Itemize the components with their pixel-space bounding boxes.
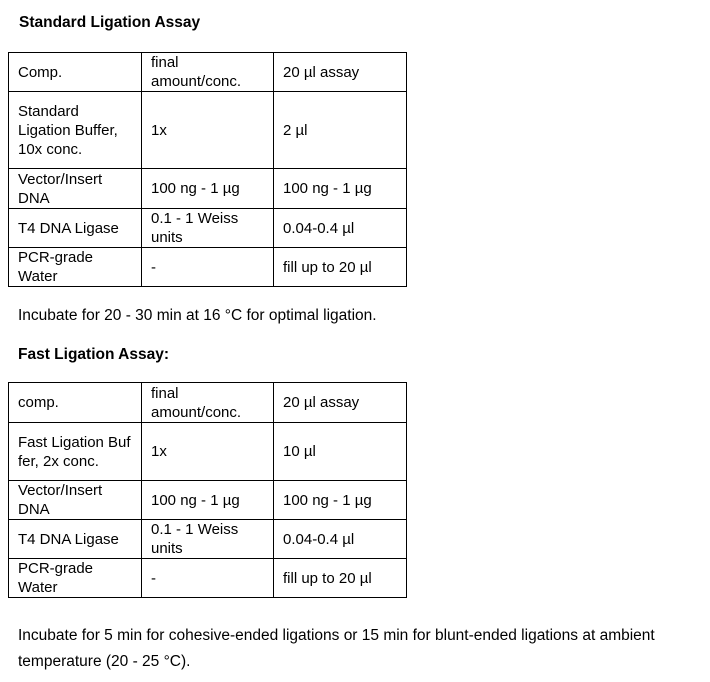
table-row [9, 209, 407, 248]
table-cell: fill up to 20 µl [274, 559, 407, 598]
table-cell: 2 µl [274, 92, 407, 169]
table-header-row [9, 383, 407, 423]
header-cell: Comp. [9, 53, 142, 92]
table-cell: Vector/Insert DNA [9, 481, 142, 520]
header-cell: final amount/conc. [142, 53, 274, 92]
table-cell: 100 ng - 1 µg [274, 169, 407, 209]
table-cell: 100 ng - 1 µg [274, 481, 407, 520]
table-cell: 0.1 - 1 Weiss units [142, 209, 274, 248]
standard-incubation-note: Incubate for 20 - 30 min at 16 °C for optimal ligation. [18, 307, 377, 324]
table-cell: 0.04-0.4 µl [274, 520, 407, 559]
header-cell: 20 µl assay [274, 53, 407, 92]
table-row [9, 169, 407, 209]
table-row [9, 559, 407, 598]
table-row [9, 92, 407, 169]
table-cell: fill up to 20 µl [274, 248, 407, 287]
table-cell: - [142, 559, 274, 598]
table-row [9, 423, 407, 481]
table-cell: T4 DNA Ligase [9, 209, 142, 248]
table-cell: 100 ng - 1 µg [142, 481, 274, 520]
table-cell: 1x [142, 92, 274, 169]
table-cell: Vector/Insert DNA [9, 169, 142, 209]
table-cell: PCR-grade Water [9, 559, 142, 598]
table-cell: 10 µl [274, 423, 407, 481]
table-cell: PCR-grade Water [9, 248, 142, 287]
table-cell: 100 ng - 1 µg [142, 169, 274, 209]
table-row [9, 481, 407, 520]
table-cell: 0.1 - 1 Weiss units [142, 520, 274, 559]
table-cell: 1x [142, 423, 274, 481]
table-row [9, 248, 407, 287]
header-cell: final amount/conc. [142, 383, 274, 423]
table-header-row [9, 53, 407, 92]
header-cell: 20 µl assay [274, 383, 407, 423]
standard-assay-table [8, 52, 407, 287]
fast-incubation-note: Incubate for 5 min for cohesive-ended ligations or 15 min for blunt-ended ligations at ambient temperature (20 - 25 °C). [18, 627, 655, 670]
standard-assay-title: Standard Ligation Assay [19, 14, 201, 31]
header-cell: comp. [9, 383, 142, 423]
fast-assay-table [8, 382, 407, 598]
table-cell: Fast Ligation Buf fer, 2x conc. [9, 423, 142, 481]
table-cell: T4 DNA Ligase [9, 520, 142, 559]
table-cell: Standard Ligation Buffer, 10x conc. [9, 92, 142, 169]
fast-assay-title: Fast Ligation Assay: [18, 346, 170, 363]
table-cell: 0.04-0.4 µl [274, 209, 407, 248]
table-row [9, 520, 407, 559]
table-cell: - [142, 248, 274, 287]
